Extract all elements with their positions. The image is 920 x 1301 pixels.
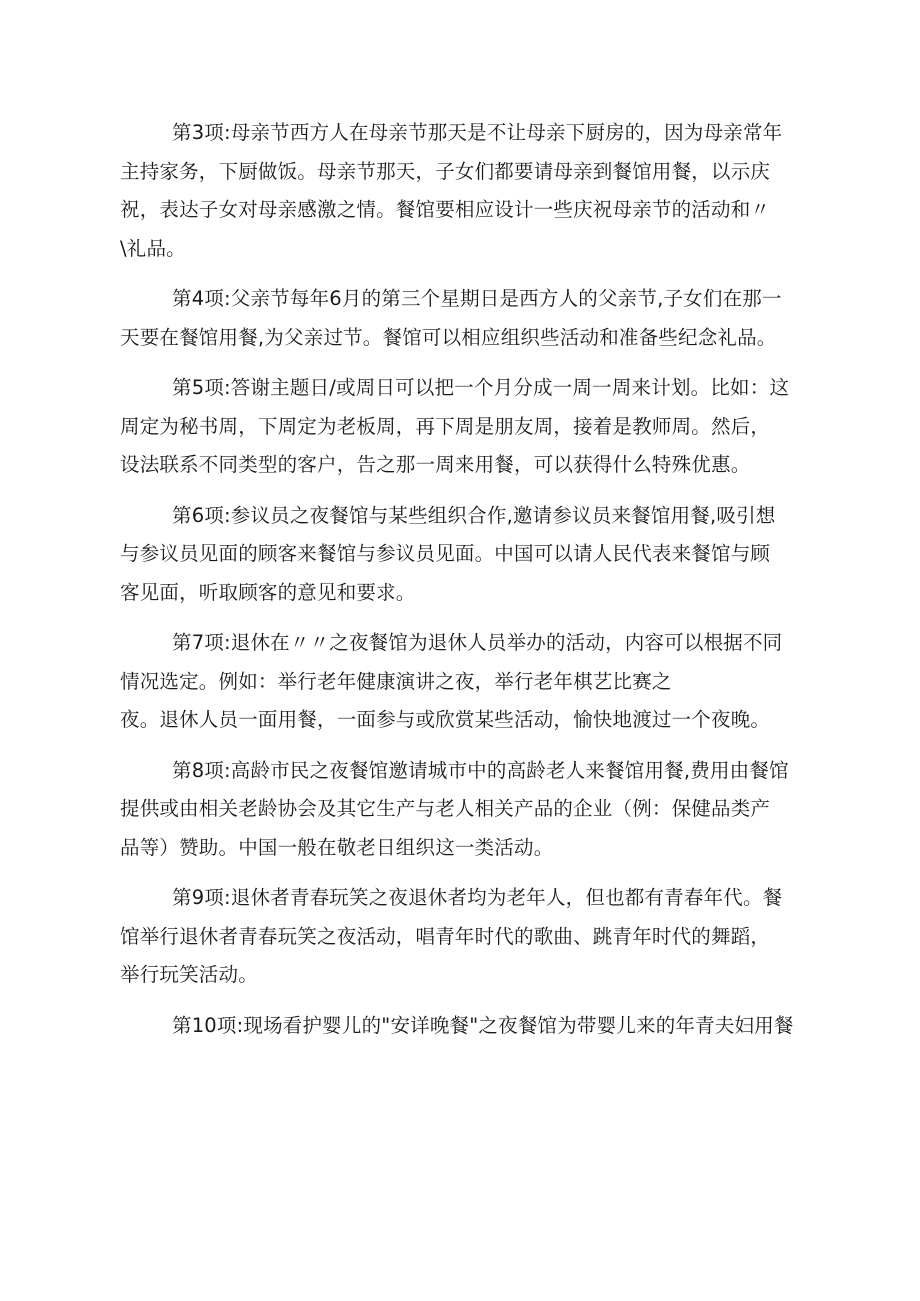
text-line: 情况选定。例如：举行老年健康演讲之夜，举行老年棋艺比赛之 <box>120 669 672 693</box>
text-line: 举行玩笑活动。 <box>120 963 258 986</box>
paragraph-item-6 <box>120 497 800 613</box>
paragraph-item-8 <box>120 752 800 868</box>
text-line: 客见面，听取顾客的意见和要求。 <box>120 580 416 604</box>
text-line: \礼品。 <box>120 236 186 260</box>
text-line: 夜。退休人员一面用餐，一面参与或欣赏某些活动，愉快地渡过一个夜晚。 <box>120 708 771 731</box>
paragraph-item-4 <box>120 280 800 357</box>
text-line: 第10项:现场看护婴儿的"安详晚餐"之夜餐馆为带婴儿来的年青夫妇用餐 <box>172 1013 794 1037</box>
text-line: 第3项:母亲节西方人在母亲节那天是不让母亲下厨房的，因为母亲常年 <box>172 121 783 144</box>
text-line: 第5项:答谢主题日/或周日可以把一个月分成一周一周来计划。比如：这 <box>172 376 790 399</box>
text-line: 提供或由相关老龄协会及其它生产与老人相关产品的企业（例：保健品类产 <box>120 797 771 820</box>
paragraph-item-7 <box>120 624 800 740</box>
text-line: 与参议员见面的顾客来餐馆与参议员见面。中国可以请人民代表来餐馆与顾 <box>120 542 771 565</box>
text-line: 第8项:高龄市民之夜餐馆邀请城市中的高龄老人来餐馆用餐,费用由餐馆 <box>172 758 789 782</box>
text-line: 主持家务，下厨做饭。母亲节那天，子女们都要请母亲到餐馆用餐，以示庆 <box>120 159 771 183</box>
paragraph-item-3 <box>120 114 800 268</box>
text-line: 第9项:退休者青春玩笑之夜退休者均为老年人，但也都有青春年代。餐 <box>172 886 783 909</box>
text-line: 第4项:父亲节每年6月的第三个星期日是西方人的父亲节,子女们在那一 <box>172 287 782 310</box>
text-line: 设法联系不同类型的客户，告之那一周来用餐，可以获得什么特殊优惠。 <box>120 453 751 476</box>
paragraph-item-5 <box>120 369 800 485</box>
paragraph-item-10 <box>120 1007 800 1046</box>
text-line: 周定为秘书周，下周定为老板周，再下周是朋友周，接着是教师周。然后， <box>120 414 771 438</box>
text-line: 馆举行退休者青春玩笑之夜活动，唱青年时代的歌曲、跳青年时代的舞蹈， <box>120 924 771 948</box>
paragraph-item-9 <box>120 879 800 995</box>
text-line: 品等）赞助。中国一般在敬老日组织这一类活动。 <box>120 835 554 859</box>
text-line: 祝，表达子女对母亲感激之情。餐馆要相应设计一些庆祝母亲节的活动和〃 <box>120 198 771 221</box>
text-line: 第7项:退休在〃〃之夜餐馆为退休人员举办的活动，内容可以根据不同 <box>172 631 783 654</box>
text-line: 第6项:参议员之夜餐馆与某些组织合作,邀请参议员来餐馆用餐,吸引想 <box>172 503 776 527</box>
text-line: 天要在餐馆用餐,为父亲过节。餐馆可以相应组织些活动和准备些纪念礼品。 <box>120 325 777 349</box>
document-body <box>120 114 800 1057</box>
